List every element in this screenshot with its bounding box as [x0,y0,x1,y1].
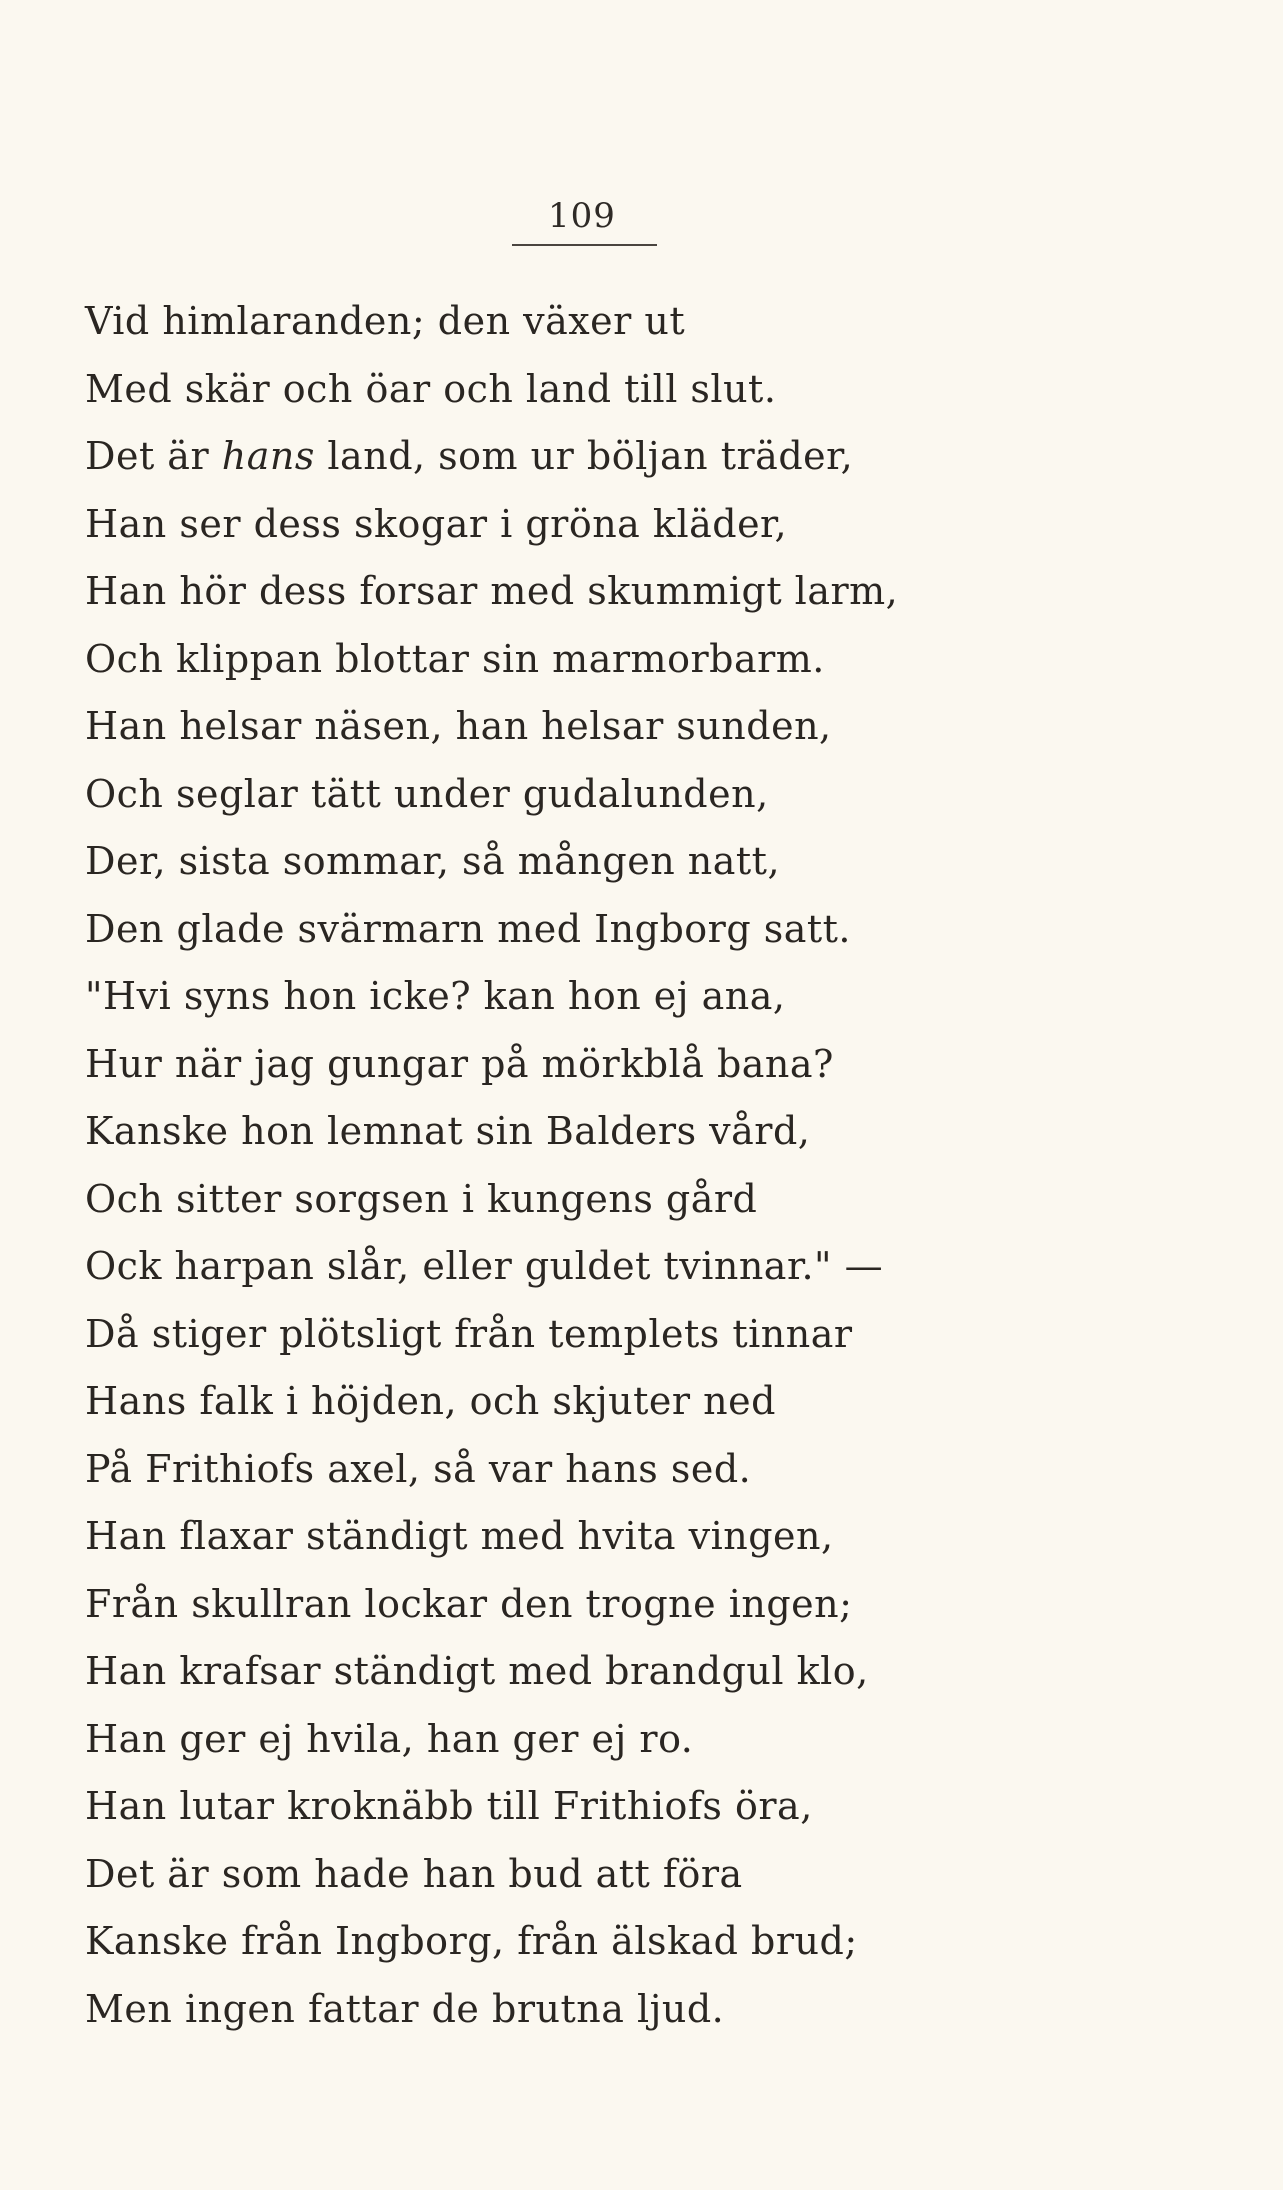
poem-line-text: Han ger ej hvila, han ger ej ro. [85,1716,694,1761]
poem-line [85,828,1215,896]
poem-line-text: Och klippan blottar sin marmorbarm. [85,636,825,681]
poem-line [85,1368,1215,1436]
poem-line-text: Kanske hon lemnat sin Balders vård, [85,1109,811,1153]
poem-emphasis: hans [221,434,315,478]
poem-line [85,1436,1215,1504]
poem-line-text: På Frithiofs axel, så var hans sed. [85,1446,752,1491]
poem-line [85,1638,1215,1706]
poem-line-text: Och seglar tätt under gudalunden, [85,771,769,816]
poem-text [85,288,1215,2043]
poem-line-text: Der, sista sommar, så mången natt, [85,839,781,883]
poem-line-text: "Hvi syns hon icke? kan hon ej ana, [85,974,786,1018]
poem-line-text: Han flaxar ständigt med hvita vingen, [85,1514,834,1558]
poem-line-text: Det är [85,434,222,478]
poem-line [85,1908,1215,1976]
poem-line [85,1031,1215,1099]
poem-line [85,1301,1215,1369]
page-number: 109 [548,196,616,236]
poem-line [85,626,1215,694]
poem-line [85,1098,1215,1166]
poem-line [85,693,1215,761]
poem-line-text: Kanske från Ingborg, från älskad brud; [85,1919,858,1963]
poem-line-text: Vid himlaranden; den växer ut [85,299,686,343]
poem-line [85,963,1215,1031]
poem-line-text: Men ingen fattar de brutna ljud. [85,1986,725,2031]
poem-line [85,1706,1215,1774]
poem-line [85,558,1215,626]
poem-line [85,1233,1215,1301]
poem-line-text: Han helsar näsen, han helsar sunden, [85,704,832,748]
poem-line-text: Hans falk i höjden, och skjuter ned [85,1379,776,1423]
poem-line-text: Det är som hade han bud att föra [85,1851,743,1896]
poem-line-text: Han ser dess skogar i gröna kläder, [85,501,788,546]
poem-line-text: Han hör dess forsar med skummigt larm, [85,569,899,613]
poem-line-text: Han krafsar ständigt med brandgul klo, [85,1649,869,1693]
poem-line [85,423,1215,491]
poem-line-text: Ock harpan slår, eller guldet tvinnar." — [85,1244,884,1288]
poem-line [85,491,1215,559]
poem-line-text: Och sitter sorgsen i kungens gård [85,1176,758,1221]
poem-line [85,761,1215,829]
poem-line-text: Då stiger plötsligt från templets tinnar [85,1311,853,1356]
poem-line [85,1571,1215,1639]
page-number-rule [512,244,657,246]
poem-line [85,1773,1215,1841]
poem-line [85,1976,1215,2044]
poem-line [85,896,1215,964]
poem-line-text: Han lutar kroknäbb till Frithiofs öra, [85,1784,813,1828]
poem-line [85,356,1215,424]
poem-line-text: Den glade svärmarn med Ingborg satt. [85,906,852,951]
poem-line [85,1503,1215,1571]
poem-line-text: Hur när jag gungar på mörkblå bana? [85,1041,834,1086]
poem-line-text: land, som ur böljan träder, [314,434,854,478]
poem-line-text: Från skullran lockar den trogne ingen; [85,1581,853,1626]
poem-line [85,1166,1215,1234]
poem-line [85,1841,1215,1909]
poem-line [85,288,1215,356]
poem-line-text: Med skär och öar och land till slut. [85,366,777,411]
